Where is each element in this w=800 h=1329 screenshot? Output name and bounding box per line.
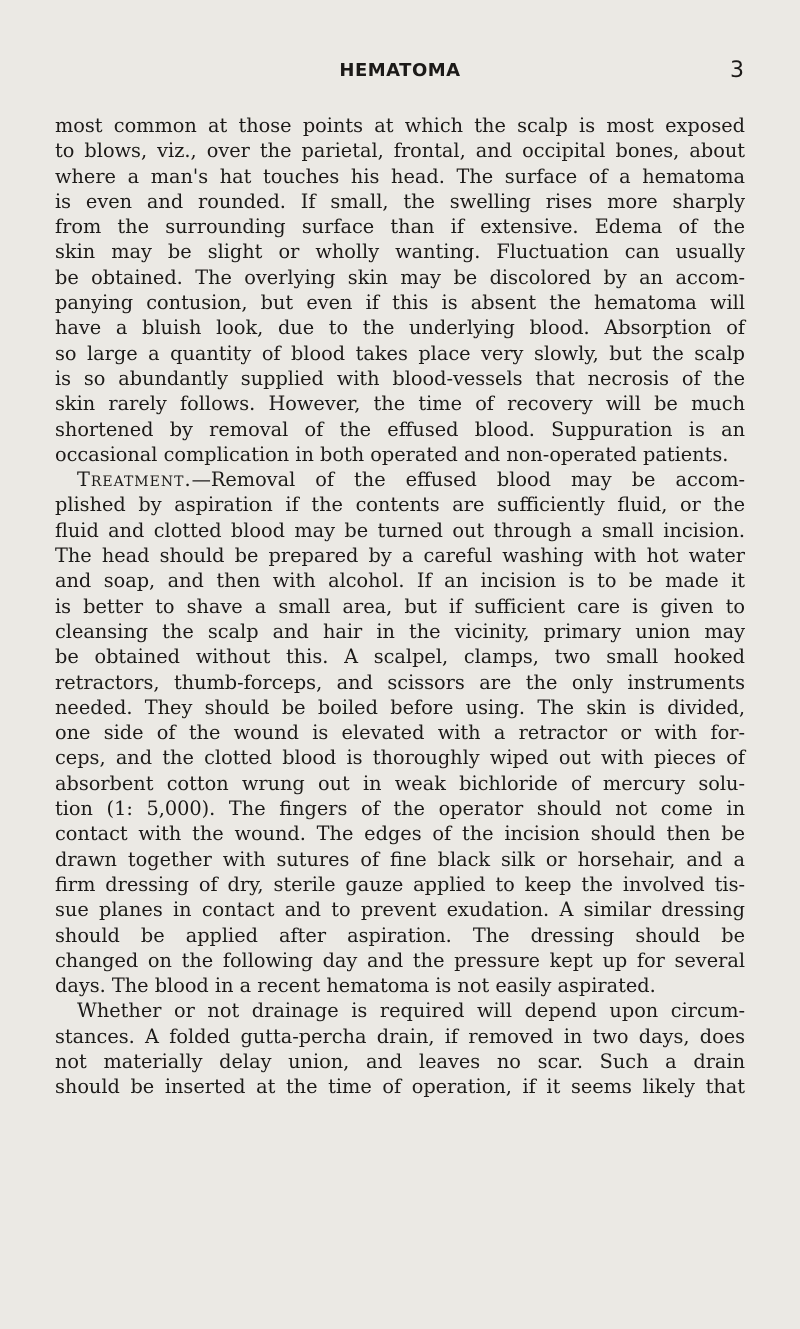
text-line: be obtained without this. A scalpel, clamps, two small hooked	[55, 645, 745, 669]
text-line: should be inserted at the time of operation, if it seems likely that	[55, 1075, 745, 1099]
text-line: should be applied after aspiration. The dressing should be	[55, 923, 745, 947]
text-line: occasional complication in both operated and non-operated patients.	[55, 442, 729, 466]
page-number: 3	[730, 58, 744, 83]
text-line: The head should be prepared by a careful washing with hot water	[55, 544, 745, 568]
running-title: HEMATOMA	[339, 60, 461, 81]
treatment-paragraph-start	[55, 467, 745, 492]
text-line: skin rarely follows. However, the time of recovery will be much	[55, 392, 745, 416]
text-line: days. The blood in a recent hematoma is not easily aspirated.	[55, 974, 656, 998]
text-line: is so abundantly supplied with blood-vessels that necrosis of the	[55, 366, 745, 390]
text-line: cleansing the scalp and hair in the vicinity, primary union may	[55, 619, 745, 643]
text-line: have a bluish look, due to the underlying blood. Absorption of	[55, 316, 745, 340]
text-line: tion (1: 5,000). The fingers of the operator should not come in	[55, 797, 745, 821]
body-text	[55, 113, 745, 1100]
text-line: most common at those points at which the scalp is most exposed	[55, 114, 745, 137]
text-line: shortened by removal of the effused blood. Suppuration is an	[55, 417, 745, 441]
text-line: is better to shave a small area, but if sufficient care is given to	[55, 594, 745, 618]
text-line: panying contusion, but even if this is absent the hematoma will	[55, 291, 745, 315]
text-line: to blows, viz., over the parietal, frontal, and occipital bones, about	[55, 139, 745, 163]
treatment-heading: Treatment.	[77, 468, 192, 492]
text-line: absorbent cotton wrung out in weak bichloride of mercury solu-	[55, 771, 745, 795]
text-line: needed. They should be boiled before using. The skin is divided,	[55, 695, 745, 719]
text-line: one side of the wound is elevated with a retractor or with for-	[55, 721, 745, 745]
text-line: and soap, and then with alcohol. If an incision is to be made it	[55, 569, 745, 593]
text-line: so large a quantity of blood takes place very slowly, but the scalp	[55, 341, 745, 365]
text-line: contact with the wound. The edges of the incision should then be	[55, 822, 745, 846]
text-line: is even and rounded. If small, the swelling rises more sharply	[55, 189, 745, 213]
text-line: from the surrounding surface than if extensive. Edema of the	[55, 215, 745, 239]
page-header	[0, 58, 800, 88]
text-line: skin may be slight or wholly wanting. Fluctuation can usually	[55, 240, 745, 264]
text-line: stances. A folded gutta-percha drain, if removed in two days, does	[55, 1024, 745, 1048]
text-line: drawn together with sutures of fine black silk or horsehair, and a	[55, 847, 745, 871]
text-line: be obtained. The overlying skin may be discolored by an accom-	[55, 265, 745, 289]
text-line: Whether or not drainage is required will depend upon circum-	[77, 999, 745, 1023]
text-line: plished by aspiration if the contents are sufficiently fluid, or the	[55, 493, 745, 517]
text-line: changed on the following day and the pressure kept up for several	[55, 948, 745, 972]
text-line: firm dressing of dry, sterile gauze applied to keep the involved tis-	[55, 872, 745, 896]
text-line: ceps, and the clotted blood is thoroughly wiped out with pieces of	[55, 746, 745, 770]
treatment-first-line: —Removal of the effused blood may be accom-	[191, 468, 745, 492]
text-line: sue planes in contact and to prevent exudation. A similar dressing	[55, 898, 745, 922]
text-line: where a man's hat touches his head. The surface of a hematoma	[55, 164, 745, 188]
text-line: not materially delay union, and leaves no scar. Such a drain	[55, 1049, 745, 1073]
text-line: retractors, thumb-forceps, and scissors are the only instruments	[55, 670, 745, 694]
text-line: fluid and clotted blood may be turned out through a small incision.	[55, 518, 745, 542]
